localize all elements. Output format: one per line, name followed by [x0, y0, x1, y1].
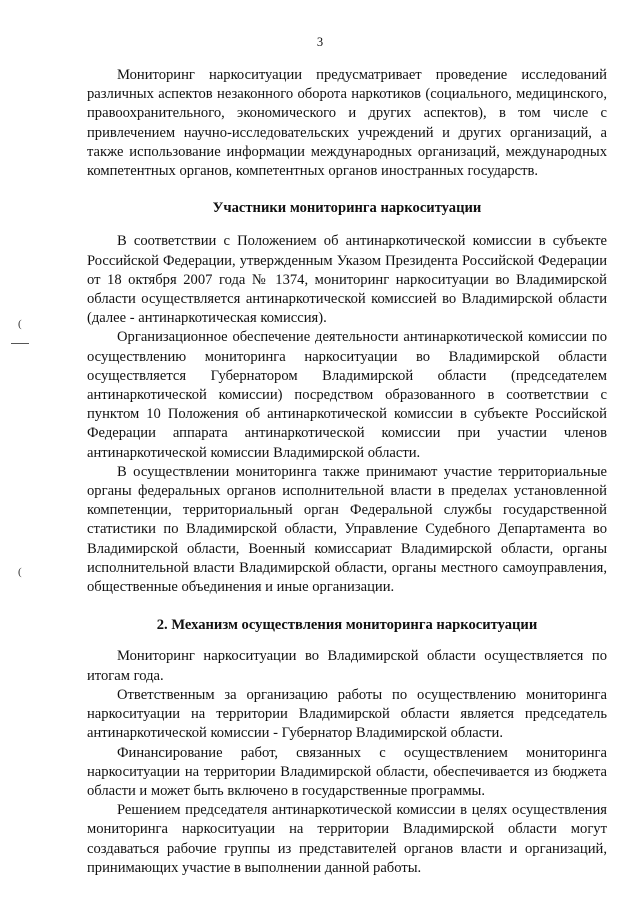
- paragraph: Финансирование работ, связанных с осуществлением мониторинга наркоситуации на территории Владимирской области, обеспечивается из бюджета области и может быть включено в государственные программы.: [87, 744, 607, 799]
- document-body: [87, 66, 607, 878]
- margin-mark: (: [18, 318, 22, 330]
- section-heading-mechanism: 2. Механизм осуществления мониторинга наркоситуации: [156, 617, 538, 634]
- intro-paragraph: Мониторинг наркоситуации предусматривает проведение исследований различных аспектов незаконного оборота наркотиков (социального, медицинского, правоохранительного, экономического и других аспектов), в том числе с привлечением научно-исследовательских учреждений и других организаций, а также использование информации международных организаций, международных компетентных органов, компетентных органов иностранных государств.: [87, 67, 607, 180]
- paragraph: Мониторинг наркоситуации во Владимирской области осуществляется по итогам года.: [87, 648, 607, 684]
- paragraph: В соответствии с Положением об антинаркотической комиссии в субъекте Российской Федерации, утвержденным Указом Президента Российской Федерации от 18 октября 2007 года № 1374, мониторинг наркоситуации во Владимирской области осуществляется антинаркотической комиссией во Владимирской области (далее - антинаркотическая комиссия).: [87, 233, 607, 327]
- paragraph: Ответственным за организацию работы по осуществлению мониторинга наркоситуации на территории Владимирской области является председатель антинаркотической комиссии - Губернатор Владимирской области.: [87, 686, 607, 742]
- paragraph: Организационное обеспечение деятельности антинаркотической комиссии по осуществлению мониторинга наркоситуации во Владимирской области осуществляется Губернатором Владимирской области (председателем антинаркотической комиссии) посредством образованного в соответствии с пунктом 10 Положения об антинаркотической комиссии в субъекте Российской Федерации аппарата антинаркотической комиссии при участии членов антинаркотической комиссии Владимирской области.: [87, 329, 607, 461]
- margin-rule: [11, 343, 29, 344]
- margin-mark: (: [18, 566, 22, 578]
- paragraph: Решением председателя антинаркотической комиссии в целях осуществления мониторинга наркоситуации на территории Владимирской области могут создаваться рабочие группы из представителей органов власти и организаций, принимающих участие в выполнении данной работы.: [87, 802, 607, 876]
- section-heading-participants: Участники мониторинга наркоситуации: [212, 200, 482, 217]
- page-number: 3: [316, 35, 324, 49]
- paragraph: В осуществлении мониторинга также принимают участие территориальные органы федеральных органов исполнительной власти в пределах установленной компетенции, территориальный орган Федеральной службы государственной статистики по Владимирской области, Управление Судебного Департамента во Владимирской области, Военный комиссариат Владимирской области, органы исполнительной власти Владимирской области, органы местного самоуправления, общественные объединения и иные организации.: [87, 463, 607, 596]
